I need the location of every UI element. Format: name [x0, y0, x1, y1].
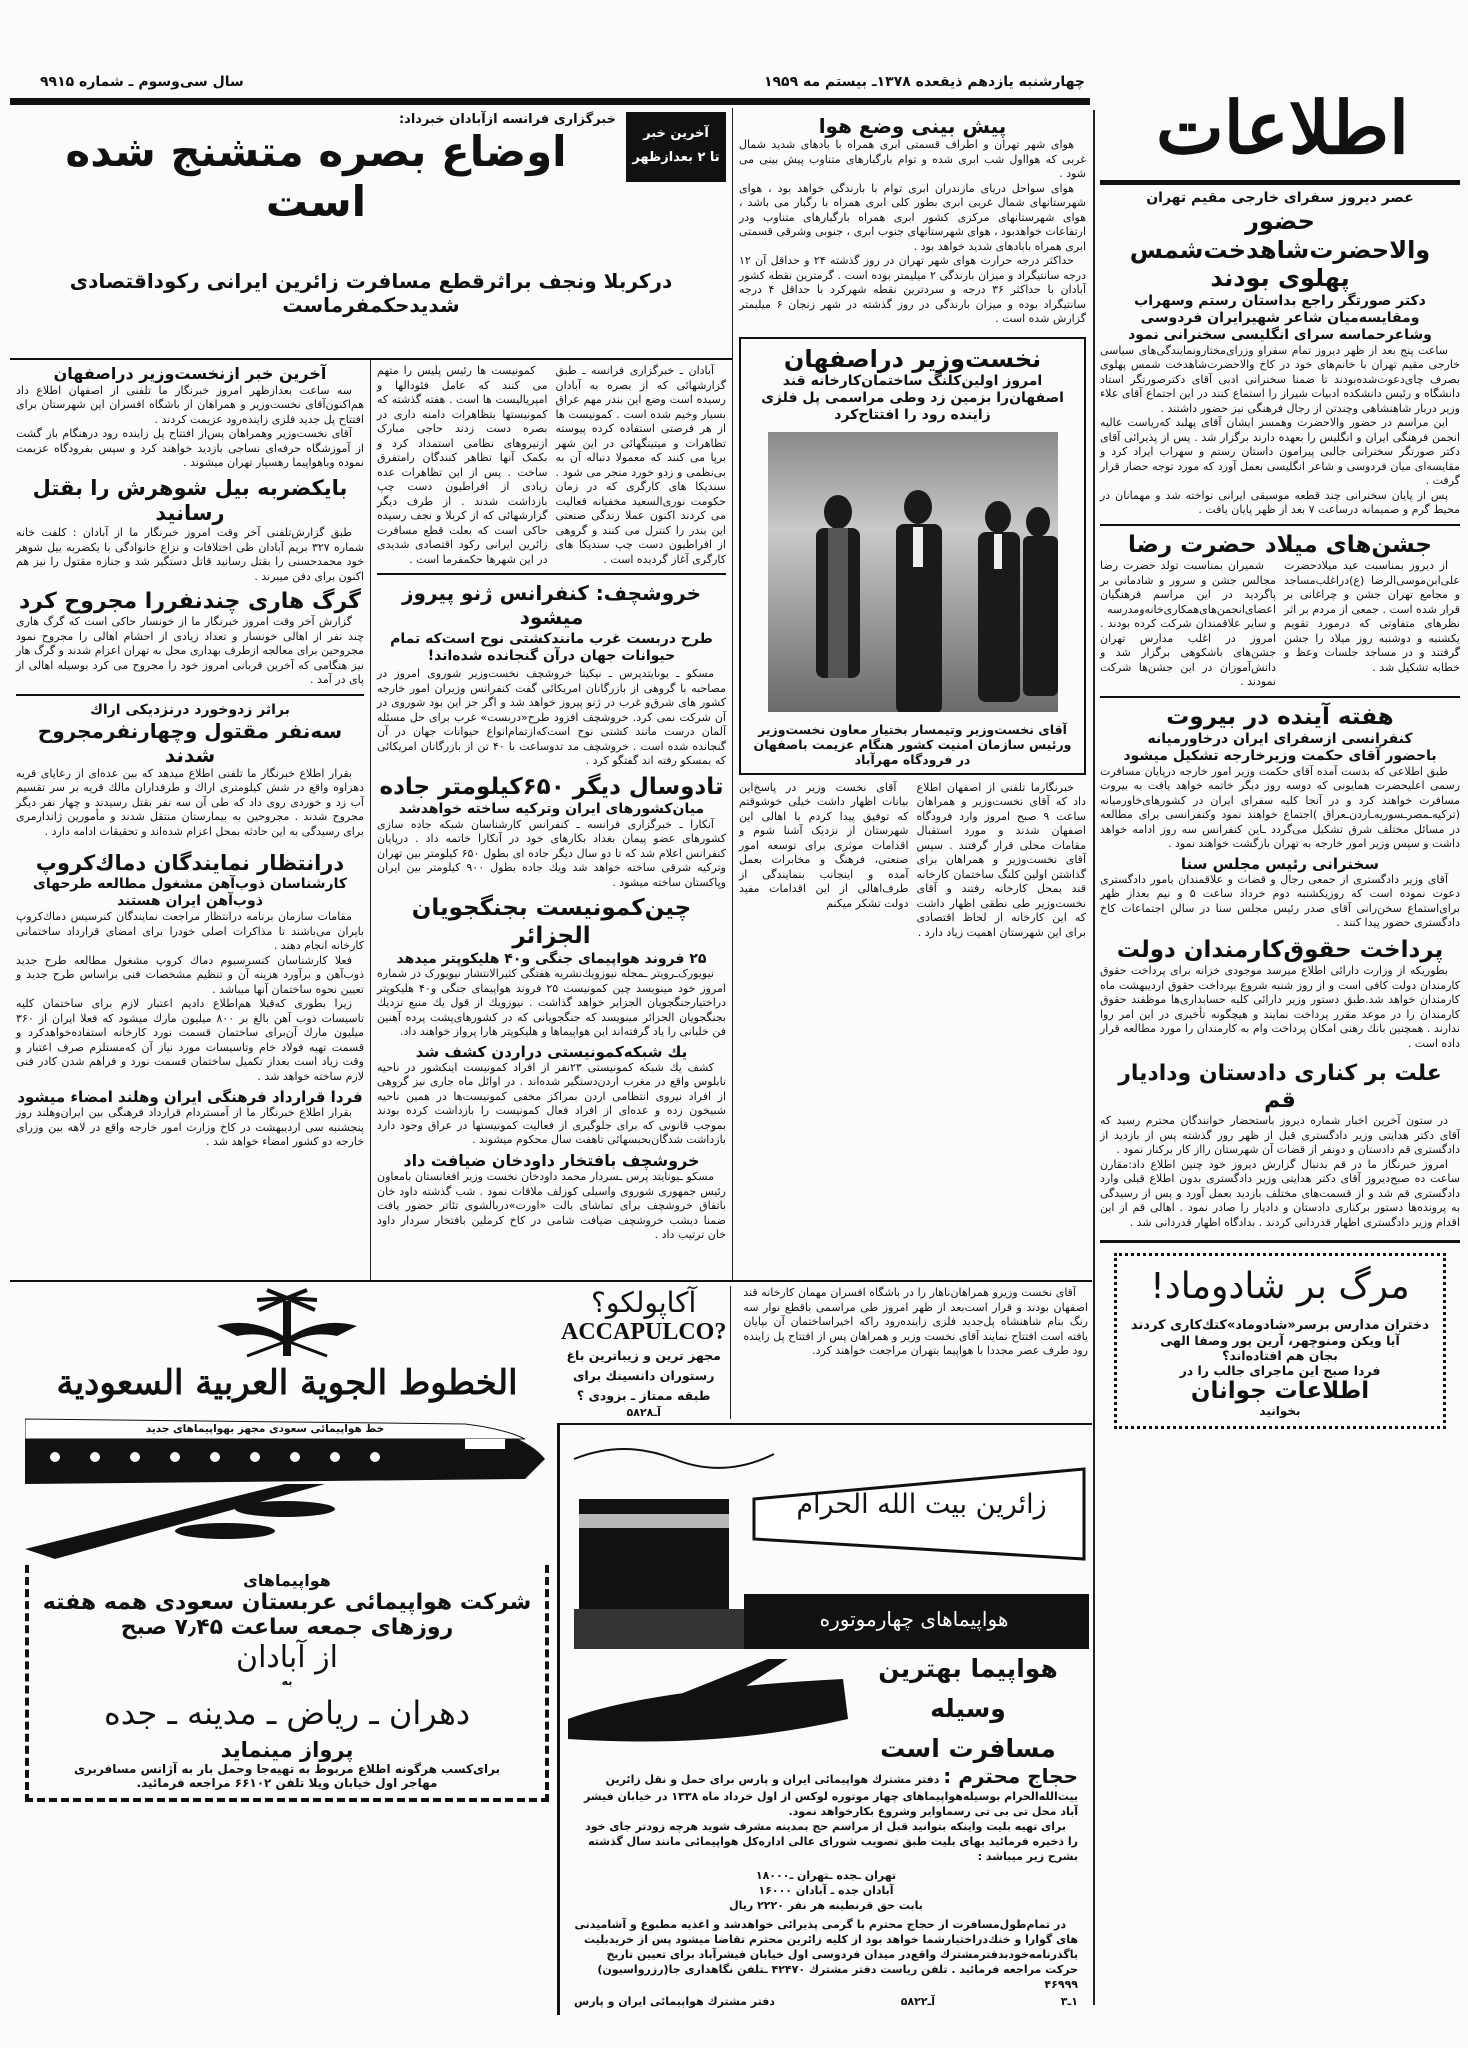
- basra-body-2: کمونیست ها رئیس پلیس را متهم می کنند که عامل فئودالها و امپریالیست ها است . هفته گذشته که کمونیستها بتظاهرات دامنه داری در بصره دست زدند حاجی مبارک ازنیروهای نظامی استمداد کرد و بکمک آنها تظاهر کنندگان رامتفرق ساخت . پس از این تظاهرات عده زیادی از افراطیون دست چپ بازداشت شدند . از طرف دیگر گزارشهائی که از کربلا و نجف رسیده حاکی است که بعلت قطع مسافرت زائرین ایرانی رکود اقتصادی شدیدی در این شهرها حکمفرما است .: [377, 364, 548, 566]
- acapulco-fa: آکاپولکو؟: [591, 1286, 697, 1319]
- krupp-body-1: مقامات سازمان برنامه درانتظار مراجعت نمایندگان کنرسیس دماك‌کروپ بایران می‌باشند تا مذاکرات اصلی خودرا برای امضای قرارداد ساختمانی کارخانه انجام دهند .: [16, 910, 364, 953]
- hajj-price: تهران ـجده ـتهران ـ۱۸۰۰۰: [755, 1869, 897, 1882]
- shovel-body: طبق گزارش‌تلفنی آخر وقت امروز خبرنگار ما از آبادان : کلفت خانه شماره ۳۲۷ بریم آبادان طی اختلافات و نزاع خانوادگی با یکضربه بیل شوهر خود محمدحسنی را بقتل رسانید قاتل دستگیر شد و جنازه مقتول را نیز هم اکنون برای دفن میبرند .: [16, 526, 364, 583]
- beirut-body: طبق اطلاعی که بدست آمده آقای حکمت وزیر امور خارجه درپایان مسافرت رسمی اعلیحضرت همایونی که دوسه روز دیگر خاتمه خواهد یافت به بیروت مسافرت خواهند کرد و در آنجا کلیه سفرای ایران در کشورهای‌خاورمیانه (ترکیه‌ـمصرـسوریه‌ـاردن‌ـعراق )اجتماع خواهند نمود وکنفرانسی برای مطالعه در مسائل مختلف شرق تشکیل می‌گردد ـاین کنفرانس سه روز ادامه خواهد داشت و سپس وزیر امور خارجه به تهران بازگشت خواهند نمود .: [1100, 764, 1460, 851]
- khrushchev-body: مسکو ـ یونایتدپرس ـ نیکیتا خروشچف نخست‌وزیر شوروی امروز در مصاحبه با گروهی از بازرگانان امریکائی گفت کنفرانس وزیران امور خارجه کشور های شرق‌و غرب در ژنو پیروز خواهد شد و اگر جز این بود شوروی در آن شرکت نمی کرد. خروشچف افزود طرح«دربست» غرب برای حل مسئله آلمان درست مانند کشتی نوح است‌که‌ازتمام‌انواع حیوانات جهان در آن گنجانده شده است . خروشچف مد تدوساعت با ۴۰ تن از بازرگانان امریکائی که بمسکو رفته اند گفتگو کرد .: [377, 667, 726, 768]
- salary-headline: پرداخت حقوق‌کارمندان دولت: [1116, 936, 1444, 963]
- jordan-body: کشف یك شبکه کمونیستی ۲۳نفر از افراد کمونیست اینکشور در ناحیه نابلوس واقع در مغرب اردن‌دستگیر شده‌اند . در اوائل ماه جاری نیز گروهی از افراد نیروی انتظامی اردن بمراکز مخفی کمونیست‌ها در همین ناحیه شبیخون زده و عده‌ای از افراد فعال کمونیست را بازداشت کرده بودند بموجب قانونی که برای جلوگیری از فعالیت کمونیستها در عراق وجود دارد بازداشت شدگان‌بحبسهائی تاهفت سال محکوم میشوند .: [377, 1060, 726, 1147]
- hajj-ad-title: زائرین بیت الله الحرام: [796, 1489, 1047, 1520]
- hajj-ad-body-2: برای تهیه بلیت واینکه بتوانید قبل از مراسم حج بمدینه مشرف شوید هرچه زودتر جای خود را ذخیره فرمائید بهای بلیت طبق تصویب شورای عالی اداره‌کل هواپیمائی مانند سال گذشته بشرح زیر میباشد :: [585, 1820, 1078, 1863]
- hajj-ad-body-3: در تمام‌طول‌مسافرت از حجاج محترم با گرمی پذیرائی خواهدشد و اغذیه مطبوع و آشامیدنی های گوارا و خنك‌دراختیارشما خواهد بود از کلیه زائرین محترم تقاضا میشود پس از خریدبلیت باگذرنامه‌خودبدفترمشترك واقع‌در میدان فردوسی اول خیابان فیشرآباد برای تعیین تاریخ حرکت مراجعه فرمائید . تلفن ریاست دفتر مشترك ۴۲۴۷۰ ـتلفن نگاهداری جا(رزرواسیون) ۴۶۹۹۹: [574, 1918, 1078, 1991]
- pm-photo: [768, 432, 1058, 712]
- shams-sub: دکتر صورتگر راجع بداستان رستم وسهراب ومقایسه‌میان شاعر شهیرایران فردوسی وشاعرحماسه سرای انگلیسی سخنرانی نمود: [1128, 293, 1432, 343]
- divider: [1100, 696, 1460, 698]
- pm-isfahan-headline: نخست‌وزیر دراصفهان: [783, 344, 1042, 373]
- saudi-ad-box: [25, 1565, 549, 1802]
- acapulco-body: مجهز ترین و زیباترین باغ رستوران دانسینك برای طبقه ممتاز ـ بزودی ؟: [566, 1348, 721, 1403]
- hajj-ad-lead: حجاج محترم :: [943, 1764, 1078, 1788]
- pm-isfahan-body: [739, 781, 1086, 941]
- saudi-ad-line: به: [281, 1675, 293, 1689]
- saudi-ad-contact: برای‌کسب هرگونه اطلاع مربوط به تهیه‌جا وحمل بار به آژانس مسافربری مهاجر اول خیابان ویلا تلفن ۶۶۱۰۲ مراجعه فرمائید.: [73, 1762, 501, 1791]
- weather-body-1: هوای شهر تهران و اطراف قسمتی ابری همراه با بادهای شدید شمال غربی که هوااول شب ابری شده و توام بارگبارهای متناوب پیش بینی می شود .: [739, 138, 1086, 180]
- road-sub: میان‌کشورهای ایران وترکیه ساخته خواهدشد: [398, 801, 705, 818]
- qom-body-1: در ستون آخرین اخبار شماره دیروز باستحضار خوانندگان محترم رسید که آقای دکتر هدایتی وزیر دادگستری قبل از ظهر روز گذشته پس از بازدید از دادگستری قم دادستان و دونفر از قضات آن شهرستان رااز کار برکنار نمود .: [1100, 1114, 1460, 1157]
- last-news-label: آخرین خبر: [643, 126, 709, 141]
- weather-headline: پیش بینی وضع هوا: [818, 114, 1007, 138]
- javanan-ad-line: آیا ویکن ومنوچهر، آرین پور وصفا الهی: [1160, 1333, 1400, 1349]
- basra-kicker: خبرگزاری فرانسه ازآبادان خبرداد:: [398, 112, 616, 127]
- jordan-headline: یك شبکه‌کمونیستی دراردن کشف شد: [415, 1042, 688, 1061]
- last-news-time: تا ۲ بعدازظهر: [632, 150, 720, 165]
- hajj-ad: [557, 1425, 1092, 2015]
- basra-headline: اوضاع بصره متشنج شده است: [65, 127, 567, 227]
- airplane-icon: [568, 1659, 848, 1759]
- wolf-headline: گرگ هاری چندنفررا مجروح کرد: [19, 589, 361, 615]
- saudi-plane: [25, 1409, 549, 1559]
- column-weather-pm: [732, 108, 1092, 1280]
- acapulco-en: ACCAPULCO?: [561, 1319, 727, 1345]
- saudi-plane-text: خط هواپیمائی سعودی مجهز بهواپیماهای جدید: [145, 1423, 385, 1436]
- senate-body: آقای وزیر دادگستری از جمعی رجال و قضات و علاقمندان بامور دادگستری دعوت نموده است که روزیکشنبه دوم خرداد ساعت ۵ و نیم بعداز ظهر برای‌استماع سخن‌رانی آقای صدر رئیس مجلس سنا در سالن اجتماعات کاخ دادگستری حضور پیدا کنند .: [1100, 872, 1460, 930]
- beirut-sub-2: باحضور آقای حکمت وزیرخارجه تشکیل میشود: [1123, 748, 1437, 765]
- arak-body: بقرار اطلاع خبرنگار ما تلفنی اطلاع میدهد که بین عده‌ای از رعایای قریه دهزاوه واقع در شش کیلومتری اراك و طرفداران مالك قریه بر سر تقسیم آب زد و خوردی روی داد که طی آن سه نفر بقتل رسیدند و چهار نفر دیگر مجروح شدند . مجروحین به بیمارستان منتقل شدند و مأمورین ژاندارمری برای رسیدگی به این حادثه بمحل اعزام شده‌اند و تحقیقات ادامه دارد .: [16, 766, 364, 838]
- holland-headline: فردا قرارداد فرهنگی ایران وهلند امضاء میشود: [17, 1088, 363, 1107]
- left-column: [10, 360, 370, 1280]
- javanan-ad-brand: اطلاعات جوانان: [1190, 1378, 1370, 1405]
- saudi-ad-line: روزهای جمعه ساعت ۷٫۴۵ صبح: [120, 1615, 454, 1641]
- people-photo-icon: [768, 432, 1058, 712]
- krupp-body-3: زیرا بطوری که‌قبلا هم‌اطلاع دادیم اعتبار لازم برای ساختمان کلیه تاسیسات ذوب آهن بالغ بر ۸۰۰ میلیون مارك میشود که فعلا ایران از ۳۶۰ میلیون مارك آن‌برای ساختمان قسمت نورد کارخانه استفاده‌خواهدکرد و قسمت تهیه فولاد خام وتاسیسات مورد نیاز آن که‌مستلزم صرف اعتبار و وقت زیاد است بعداز تکمیل ساختمان قسمت نورد و فراهم شدن کادر فنی لازم ساخته خواهد شد .: [16, 997, 365, 1083]
- hajj-slogan-1: هواپیما بهترین وسیله: [878, 1654, 1058, 1723]
- saudi-airlines-ad: [17, 1286, 557, 2015]
- acapulco-ad: [557, 1286, 731, 1419]
- reza-headline: جشن‌های میلاد حضرت رضا: [1127, 531, 1433, 558]
- saudi-ad-line: هواپیماهای: [243, 1571, 331, 1591]
- javanan-ad: [1114, 1253, 1446, 1429]
- divider: [1100, 1240, 1460, 1243]
- divider: [377, 573, 726, 575]
- javanan-ad-line: بجان هم افتاده‌اند؟: [1222, 1348, 1338, 1364]
- daoud-body: مسکو ـیونایتد پرس ـسردار محمد داودخان نخست وزیر افغانستان بامعاون رئیس جمهوری شوروی واسیلی کوزلف ملاقات نمود . شب گذشته داود خان باتفاق خروشچف برای تماشای بالت «اورت»دربالشوی تئاتر حضور یافت ضمنا دیشب خروشچف ضیافت شامی در کاخ کرملین بافتخار سردار داود خان ترتیب داد .: [377, 1170, 726, 1242]
- reza-body-2: شمیران بمناسبت تولد حضرت رضا مجالس جشن و سرور و شادمانی بر پاگردید در این مراسم فرهنگیان اعضای‌انجمن‌های‌همکاری‌خانه‌ومدرسه و سایر علاقمندان شرکت کرده بودند . امروز در اغلب مدارس تهران جشن‌های باشکوهی برگزار شد و دانش‌آموزان در این جشن‌ها شرکت نمودند .: [1100, 559, 1276, 689]
- pm-isfahan-sub: امروز اولین‌کلنگ ساختمان‌کارخانه قند اصفهان‌را بزمین زد وطی مراسمی پل فلزی زاینده رود را افتتاح‌کرد: [761, 373, 1064, 423]
- column-center: [370, 360, 732, 1280]
- shams-body-3: پس از پایان سخنرانی چند قطعه موسیقی ایرانی نواخته شد و مهمانان در محیط گرم و صمیمانه درساعت ۷ بعد از ظهر پایان یافت .: [1100, 488, 1460, 517]
- shams-body-2: این مراسم در حضور والاحضرت وهمسر ایشان آقای پهلبد که‌ریاست عالیه انجمن فرهنگی ایران و انگلیس را بعهده دارند برگزار شد . پس از پذیرائی آقای دکتر صورتگر سخنرانی جالبی پیرامون داستان رستم و سهراب ایراد کرد و مقایسه‌ای میان فردوسی و شاعر انگلیسی بعمل آورد که مورد توجه حضار قرار گرفت .: [1100, 416, 1460, 488]
- main-area: [10, 108, 1092, 2015]
- header-rule: [10, 98, 1090, 105]
- javanan-ad-line: دختران مدارس برسر«شادوماد»کتك‌کاری کردند: [1130, 1318, 1430, 1334]
- salary-body: بطوریکه از وزارت دارائی اطلاع میرسد موجودی خزانه برای پرداخت حقوق کارمندان دولت کافی است و از روز شنبه شروع بپرداخت حقوق اردیبهشت ماه کارمندان خواهد شد.طبق دستور وزیر دارائی کلیه حسابداری‌ها موظفند حقوق کارمندان را در موعد مقرر پرداخت نمایند و هیچگونه تأخیری در این امر روا ندارند . همچنین بانك رهنی امکان پرداخت وام به کارمندان را مورد مطالعه قرار داده است .: [1100, 964, 1460, 1050]
- saudi-ad-line: پرواز مینماید: [220, 1738, 354, 1763]
- shams-kicker: عصر دیروز سفرای خارجی مقیم تهران: [1146, 190, 1414, 206]
- saudi-logo-text: الخطوط الجوية العربية السعودية: [56, 1363, 518, 1403]
- photo-caption: آقای نخست‌وزیر وتیمسار بختیار معاون نخست‌وزیر ورئیس سازمان امنیت کشور هنگام عزیمت باصفهان در فرودگاه مهرآباد: [753, 721, 1072, 767]
- pm-isfahan-box: [739, 337, 1086, 775]
- shovel-headline: بایکضربه بیل شوهرش را بقتل رسانید: [32, 475, 348, 525]
- issue-number: سال سی‌وسوم ـ شماره ۹۹۱۵: [40, 74, 244, 90]
- pm-isfahan-body-1: خبرنگارما تلفنی از اصفهان اطلاع داد که آقای نخست‌وزیر و همراهان ساعت ۹ صبح امروز وارد فرودگاه اصفهان شدند و مورد استقبال مقامات محلی قرار گرفتند . سپس آقای نخست‌وزیر و همراهان برای گذاشتن اولین کلنگ ساختمان کارخانه قند بمحل کارخانه رفتند و آقای نخست‌وزیر طی نطقی اظهار داشت که این کارخانه از لحاظ اقتصادی برای این شهرستان اهمیت زیاد دارد .: [916, 780, 1086, 939]
- arak-headline: سه‌نفر مقتول وچهارنفرمجروح شدند: [37, 718, 343, 767]
- basra-headline-area: [10, 108, 732, 265]
- krupp-headline: درانتظار نمایندگان دماك‌کروپ: [35, 851, 345, 876]
- last-news-box: [626, 112, 726, 182]
- masthead-logo: اطلاعات: [1156, 85, 1409, 170]
- weather-body-2: هوای سواحل دریای مازندران ابری توام با بارندگی خواهد بود ، هوای شهرستانهای شمال غربی ابری بطور کلی ابری همراه با رگبار می باشد ، هوای شهرستانهای مرکزی کشور ابری همراه بارگبارهای متناوب ودر ارتفاعات خواهدبود ، هوای شهرستانهای جنوب ابری ، جنوبی وشرقی قسمتی ابری همراه بابادهای شدید خواهد بود .: [739, 181, 1086, 253]
- column-divider: [1093, 110, 1095, 2005]
- right-column: [1100, 190, 1460, 1429]
- saudi-ad-line: از آبادان: [236, 1640, 338, 1676]
- krupp-sub: کارشناسان ذوب‌آهن مشغول مطالعه طرحهای ذوب‌آهن ایران هستند: [33, 876, 347, 910]
- divider: [16, 694, 364, 696]
- pm-last-body-1: سه ساعت بعدازظهر امروز خبرنگار ما تلفنی از اصفهان اطلاع داد هم‌اکنون‌آقای نخست‌وزیر و همراهان از باشگاه افسران این شهرستان برای افتتاح پل جدید فلزی زاینده‌رود عزیمت کردند .: [16, 383, 364, 426]
- basra-subheadline: درکربلا ونجف براثرقطع مسافرت زائرین ایرانی رکوداقتصادی شدیدحکمفرماست: [10, 265, 732, 360]
- hajj-slogan: [848, 1649, 1088, 1769]
- saudi-ad-destinations: دهران ـ ریاض ـ مدینه ـ جده: [103, 1694, 471, 1733]
- hajj-ad-signature: دفتر مشترك هواپیمائی ایران و پارس: [574, 1995, 775, 2008]
- road-body: آنکارا ـ خبرگزاری فرانسه ـ کنفرانس کارشناسان شبکه جاده سازی کشورهای عضو پیمان بغداد بکارهای خود در آنکارا خاتمه داد . درپایان کنفرانس اعلام شد که تا دو سال دیگر جاده ای بطول ۶۵۰ کیلومتر بین تهران وترکیه شرقی ساخته خواهد شد ویك جاده بطول ۹۰۰ کیلومتر بین ایران وپاکستان ساخته میشود .: [377, 817, 726, 889]
- hajj-ad-run: ۱ـ۳: [1060, 1995, 1078, 2008]
- wolf-body: گزارش آخر وقت امروز خبرنگار ما از خونسار حاکی است که گرگ هاری چند نفر از اهالی خونسار و تعداد زیادی از احشام اهالی را مجروح نمود مجروحین برای معالجه ازطرف بهداری محل به تهران اعزام شدند و گرگ هار نیز هنگامی که آخرین قربانی امروز خود را مجروح می کرد بوسیله اهالی از پای در آمد .: [16, 615, 364, 687]
- arak-kicker: براثر زدوخورد درنزدیکی اراك: [90, 701, 290, 718]
- qom-headline: علت بر کناری دادستان ودادیار قم: [1118, 1061, 1442, 1113]
- qom-body-2: امروز خبرنگار ما در قم بدنبال گزارش دیروز خود چنین اطلاع داد:مقارن ساعت ده صبح‌دیروز آقای دکتر هدایتی وزیر دادگستری بدون اطلاع قبلی وارد دادگستری قم شد و از قسمت‌های مختلف بازدید بعمل آورد و پس از رسیدگی به پرونده‌ها دستور برکناری دادستان و دادیار را صادر نمود . اهالی قم از این اقدام وزیر دادگستری اظهار قدردانی کردند . بدادگاه اظهار قدردانی شد .: [1100, 1157, 1460, 1229]
- pm-last-body-2: آقای نخست‌وزیر وهمراهان پس‌از افتتاح پل زاینده رود درهنگام باز گشت از آموزشگاه حرفه‌ای نساجی بازدید خواهند کرد و سپس بفرودگاه عزیمت نموده وباهواپیما رهسپار تهران میشوند .: [16, 427, 364, 470]
- beirut-headline: هفته آینده در بیروت: [1166, 703, 1394, 730]
- divider: [1100, 524, 1460, 526]
- basra-body-1: آبادان ـ خبرگزاری فرانسه ـ طبق گزارشهائی که از بصره به آبادان رسیده است وضع این بندر مهم عراق بسیار وخیم شده است . کمونیست ها از هر فرصتی استفاده کرده پیوسته تظاهرات و میتینگهائی در این شهر برپا می کنند که معمولا دنباله آن به بی‌نظمی و زدو خورد منجر می شود . سندیکا های کارگری که در زمان حکومت نوری‌السعید مخفیانه فعالیت می کردند اکنون عملا زندگی صنعتی این بندر را کنترل می کنند و گروهی از افراطیون دست چپ سندیکا های کارگری آغاز گردیده است .: [555, 364, 726, 566]
- khrushchev-sub: طرح دربست غرب مانندکشتی نوح است‌که تمام حیوانات جهان درآن گنجانده شده‌اند!: [390, 631, 713, 665]
- algeria-headline: چین‌کمونیست بجنگجویان الجزائر: [411, 895, 692, 950]
- holland-body: بقرار اطلاع خبرنگار ما از آمستردام قرارداد فرهنگی بین ایران‌وهلند روز پنجشنبه سی اردیبهشت در کاخ وزارت امور خارجه واقع در لاهه بین وزرای خارجه دو کشور امضاء خواهد شد .: [16, 1106, 364, 1149]
- javanan-ad-headline: مرگ بر شادوماد!: [1150, 1266, 1410, 1308]
- hajj-ad-text: [564, 1759, 1088, 2009]
- masthead-rule: [1100, 180, 1460, 185]
- javanan-ad-cta: بخوانید: [1259, 1404, 1301, 1419]
- khrushchev-headline: خروشچف: کنفرانس ژنو پیروز میشود: [402, 581, 701, 630]
- shams-headline: حضور والاحضرت‌شاهدخت‌شمس پهلوی بودند: [1129, 206, 1431, 293]
- pm-isfahan-body-3: آقای نخست وزیر در پاسخ‌این بیانات اظهار داشت خیلی خوشوقتم که توفیق پیدا کردم با اهالی این شهرستان از نزدیک آشنا شوم و اقدامات موثری برای توسعه امور صنعتی، فرهنگ و مخابرات بعمل آمده و اینجانب بنمایندگی از طرف‌اهالی از این اقدامات مفید دولت تشکر میکنم: [739, 780, 909, 910]
- hajj-ad-body-1: دفتر مشترك هواپیمائی ایران و پارس برای حمل و نقل زائرین بیت‌الله‌الحرام بوسیله‌هواپیماهای چهار موتوره لوکس از اول خرداد ماه ۱۳۳۸ در خیابان فیشر آباد محل تی بی تی رسماوایر وشروع بکارخواهد نمود.: [583, 1773, 1078, 1818]
- daoud-headline: خروشچف بافتخار داودخان ضیافت داد: [403, 1150, 700, 1170]
- reza-body-1: از دیروز بمناسبت عید میلادحضرت علی‌ابن‌موسی‌الرضا (ع)دراغلب‌مساجد و مجامع تهران جشن و چراغانی بر قرار شده است . جمعی از مردم بر اثر نظرهای متفاوتی که درمورد تقویم یکشنبه و دوشنبه روز میلاد را جشن گرفتند و در مساجد جلسات وعظ و خطابه تشکیل شد .: [1284, 559, 1460, 674]
- saudi-ad-line: شرکت هواپیمائی عربستان سعودی همه هفته: [42, 1590, 532, 1616]
- hajj-price: آبادان جده ـ آبادان ۱۶۰۰۰: [758, 1884, 894, 1897]
- algeria-sub: ۲۵ فروند هواپیمای جنگی و۴۰ هلیکوپتر میدهد: [396, 950, 707, 967]
- krupp-body-2: فعلا کارشناسان کنسرسیوم دماك کروپ مشغول مطالعه طرح جدید ذوب‌آهن و برآورد هزینه آن و تنظیم مشخصات فنی براساس طرح جدید و تعیین نحوه ساختمان آنها میباشد .: [16, 953, 364, 996]
- saudi-emblem-icon: [207, 1286, 367, 1361]
- pm-isfahan-body-2: آقای نخست وزیرو همراهان‌ناهار را در باشگاه افسران مهمان کارخانه قند اصفهان بودند و قرار است‌بعد از ظهر امروز طی مراسمی باقطع نوار سه رنگ بنام شاهنشاه پل‌جدید فلزی زاینده‌رود راکه اخیرا‌ساختمان آن بپایان یافته است افتتاح نمایند آقای نخست وزیر و همراهان پس از افتتاح پل زاینده رود طرف عصر مجددا با هواپیما بتهران مراجعت خواهند کرد.: [743, 1286, 1088, 1357]
- issue-date: چهارشنبه یازدهم ذیقعده ۱۳۷۸ـ بیستم مه ۱۹۵۹: [763, 74, 1085, 90]
- shams-body-1: ساعت پنج بعد از ظهر دیروز تمام سفراو وزرای‌مختارونمایندگی‌های سیاسی خارجی مقیم تهران با خانم‌های خود در کاخ والاحضرت‌شاهدخت شمس پهلوی بصرف چای‌دعوت‌شده‌بودند تا ضمنا سخنرانی ادبی آقای دکترصورتگر استاد دانشگاه و رئیس دانشکده ادبیات شیراز را استماع کنند در این اجتماع آقای علاء وزیر دربار شاهنشاهی وچندتن از رجال فرهنگی نیز حضور داشتند .: [1100, 343, 1460, 415]
- beirut-sub-1: کنفرانسی ازسفرای ایران درخاورمیانه: [1147, 731, 1413, 748]
- javanan-ad-line: فردا صبح این ماجرای جالب را در: [1179, 1363, 1381, 1379]
- bottom-ads: [10, 1280, 1092, 2015]
- road-headline: تادوسال دیگر ۶۵۰کیلومتر جاده: [379, 773, 724, 800]
- weather-body-3: حداکثر درجه حرارت هوای شهر تهران در روز گذشته ۲۴ و حداقل آن ۱۲ درجه سانتیگراد و میزان بارندگی ۲ میلیمتر بوده است . گرمترین نقطه کشور آبادان با حداکثر ۳۶ درجه و سردترین نقطه شهرکرد با حداقل ۴ درجه سانتیگراد بوده و میزان بارندگی در روز گذشته در شهر زنجان ۶ میلیمتر گزارش شده است .: [739, 254, 1086, 325]
- algeria-body: نیویورک‌ـرویتر ـمجله نیوزویك‌نشریه هفتگی کثیرالانتشار نیویورک در شماره امروز خود مینویسد چین کمونیست ۲۵ فروند هواپیمای جنگی و۴۰ هلیکوپتر دراختیارجنگجویان الجزایر خواهد گذاشت . نیوزویك از قول یك منبع نزدیك بجنگجویان الجزائر مینویسد که جنگجویانی که در کشورهای‌پشت پرده آهنین فن خلبانی را یاد گرفته‌اند این هواپیماها و هلیکوپتر ها‌را پرواز خواهند داد.: [377, 967, 726, 1039]
- hajj-illustration: [564, 1429, 1088, 1659]
- hajj-slogan-2: مسافرت است: [880, 1734, 1056, 1763]
- senate-headline: سخنرانی رئیس مجلس سنا: [1180, 854, 1380, 873]
- basra-article: [377, 364, 726, 567]
- hajj-ad-band: هواپیماهای چهارموتوره: [819, 1607, 1009, 1631]
- acapulco-code: آـ۵۸۲۸: [626, 1406, 661, 1419]
- pm-last-headline: آخرین خبر ازنخست‌وزیر دراصفهان: [53, 364, 327, 384]
- hajj-price: بابت حق قرنطینه هر نفر ۲۲۲۰ ریال: [729, 1899, 923, 1912]
- hajj-ad-code: آـ۵۸۲۲: [900, 1995, 936, 2008]
